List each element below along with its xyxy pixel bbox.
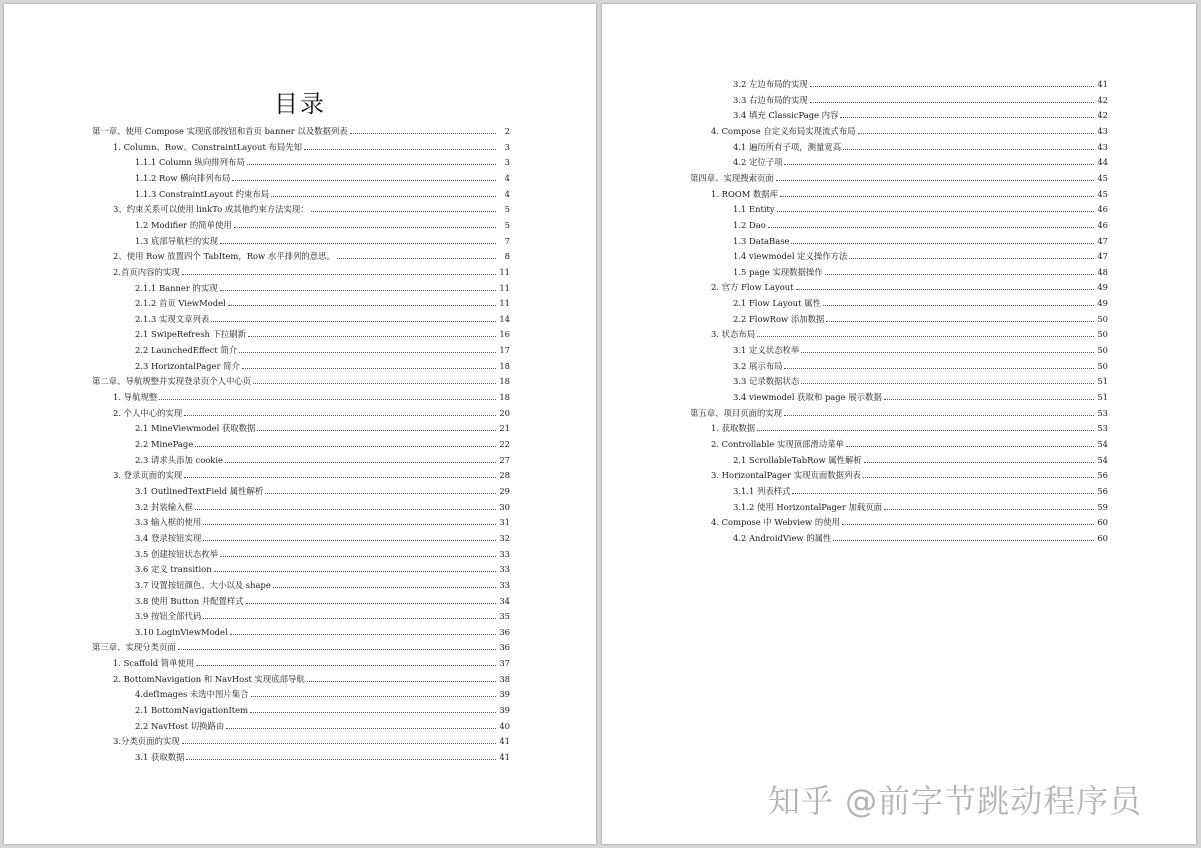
toc-entry[interactable] [135,685,510,699]
toc-entry-label: 3. 状态布局 [711,329,756,340]
toc-entry[interactable] [135,169,510,183]
dot-leader [846,446,1094,447]
toc-entry[interactable] [135,607,510,621]
toc-entry[interactable] [113,247,510,261]
toc-entry[interactable] [733,310,1108,324]
toc-entry-page-number: 4 [504,188,510,199]
toc-entry-label: 3.8 使用 Button 并配置样式 [135,595,244,606]
toc-entry-page-number: 45 [1097,188,1108,199]
dot-leader [232,180,496,181]
toc-entry[interactable] [135,529,510,543]
toc-entry[interactable] [113,654,510,668]
toc-entry[interactable] [135,216,510,230]
toc-entry-label: 4. Compose 自定义布局实现流式布局 [711,125,856,136]
toc-entry-label: 1.1.1 Column 纵向排列布局 [135,157,245,168]
toc-entry[interactable] [135,513,510,527]
toc-entry-label: 第五章、项目页面的实现 [690,407,783,418]
dot-leader [248,336,496,337]
dot-leader [195,509,496,510]
dot-leader [228,305,496,306]
toc-entry-page-number: 21 [499,423,510,434]
toc-entry-page-number: 59 [1097,501,1108,512]
toc-entry-page-number: 22 [499,439,510,449]
toc-entry-label: 1. Column、Row、ConstraintLayout 布局先知 [113,141,302,152]
dot-leader [203,618,496,619]
toc-entry-page-number: 50 [1097,329,1108,340]
toc-entry[interactable] [733,75,1108,89]
toc-entry-label: 1.1.2 Row 横向排列布局 [135,172,231,183]
toc-entry-page-number: 18 [499,392,510,403]
toc-entry-label: 3.2 左边布局的实现 [733,79,808,89]
toc-entry-page-number: 34 [499,595,510,606]
toc-entry-page-number: 28 [499,470,510,481]
toc-entry-label: 2.1 SwipeRefresh 下拉刷新 [135,329,247,340]
toc-entry-page-number: 30 [499,501,510,512]
toc-entry[interactable] [711,325,1108,339]
toc-entry[interactable] [135,294,510,308]
dot-leader [220,556,496,557]
toc-entry-page-number: 33 [499,564,510,575]
toc-entry-label: 3. HorizontalPager 实现页面数据列表 [711,470,861,481]
toc-entry-label: 2. Controllable 实现顶部滑动菜单 [711,438,844,449]
toc-entry-page-number: 5 [504,219,510,230]
toc-entry[interactable] [733,341,1108,355]
toc-entry-page-number: 50 [1097,345,1108,356]
dot-leader [776,180,1094,181]
toc-entry-label: 2.1 BottomNavigationItem [135,705,249,716]
toc-entry-page-number: 56 [1097,485,1108,496]
toc-entry-label: 4. Compose 中 Webview 的使用 [711,517,840,528]
toc-entry[interactable] [733,482,1108,496]
toc-entry-page-number: 56 [1097,470,1108,481]
dot-leader [863,477,1094,478]
dot-leader [757,336,1094,337]
toc-entry-label: 2.首页内容的实现 [113,266,180,277]
toc-entry-page-number: 33 [499,579,510,590]
dot-leader [195,446,496,447]
dot-leader [257,430,496,431]
dot-leader [791,243,1094,244]
toc-entry-page-number: 36 [499,626,510,637]
toc-entry-label: 2.1 MineViewmodel 获取数据 [135,423,256,434]
toc-entry[interactable] [92,122,510,136]
toc-entry-label: 2.2 LaunchedEffect 简介 [135,345,238,356]
toc-entry-page-number: 47 [1097,235,1108,246]
toc-entry-page-number: 60 [1097,532,1108,543]
toc-entry[interactable] [711,122,1108,136]
toc-entry-page-number: 49 [1097,282,1108,293]
toc-entry-label: 3.1.2 使用 HorizontalPager 加载页面 [733,501,883,512]
toc-entry-page-number: 39 [499,689,510,700]
toc-entry-page-number: 53 [1097,423,1108,434]
toc-entry-page-number: 33 [499,548,510,559]
dot-leader [159,399,496,400]
dot-leader [801,383,1094,384]
toc-entry[interactable] [135,748,510,762]
dot-leader [784,415,1094,416]
toc-entry[interactable] [135,435,510,449]
toc-entry[interactable] [733,357,1108,371]
dot-leader [184,477,496,478]
dot-leader [825,274,1094,275]
toc-entry-label: 3.1 OutlinedTextField 属性解析 [135,485,264,496]
dot-leader [196,665,496,666]
dot-leader [220,290,496,291]
dot-leader [178,649,496,650]
toc-entry-label: 1.2 Modifier 的简单使用 [135,219,232,230]
toc-entry-page-number: 46 [1097,204,1108,215]
toc-entry-label: 3.7 设置按钮颜色、大小以及 shape [135,579,271,590]
toc-entry-label: 3.分类页面的实现 [113,736,180,747]
toc-entry[interactable] [135,560,510,574]
toc-entry-label: 3.6 定义 transition [135,564,212,575]
toc-entry[interactable] [113,263,510,277]
dot-leader [246,603,496,604]
toc-entry-page-number: 42 [1097,94,1108,105]
toc-entry-page-number: 46 [1097,219,1108,230]
toc-entry[interactable] [733,232,1108,246]
toc-entry-label: 3.3 记录数据状态 [733,376,800,387]
toc-entry[interactable] [135,498,510,512]
toc-entry-page-number: 60 [1097,517,1108,528]
toc-entry-label: 2.1 Flow Layout 属性 [733,298,821,309]
toc-entry[interactable] [113,388,510,402]
toc-entry-page-number: 44 [1097,157,1108,168]
toc-entry-label: 3.3 输入框的使用 [135,517,202,528]
toc-entry-page-number: 45 [1097,172,1108,183]
dot-leader [234,227,496,228]
toc-entry[interactable] [135,153,510,167]
toc-entry-page-number: 18 [499,376,510,387]
toc-entry[interactable] [733,91,1108,105]
toc-entry[interactable] [733,200,1108,214]
dot-leader [833,540,1094,541]
toc-entry-page-number: 54 [1097,438,1108,449]
toc-entry[interactable] [135,701,510,715]
toc-entry[interactable] [733,247,1108,261]
dot-leader [792,493,1094,494]
toc-entry[interactable] [135,592,510,606]
toc-entry-page-number: 16 [499,329,510,340]
toc-entry-label: 3、约束关系可以使用 linkTo 或其他约束方法实现： [113,204,309,215]
toc-entry-page-number: 41 [1097,79,1108,89]
dot-leader [780,196,1094,197]
toc-entry-label: 1.3 底部导航栏的实现 [135,235,218,246]
toc-entry-page-number: 36 [499,642,510,653]
toc-entry[interactable] [135,451,510,465]
dot-leader [801,352,1094,353]
toc-entry-page-number: 47 [1097,251,1108,262]
toc-entry-page-number: 41 [499,752,510,762]
dot-leader [226,728,496,729]
toc-entry-label: 3.1 定义状态枚举 [733,345,800,356]
toc-entry-page-number: 50 [1097,313,1108,324]
toc-entry[interactable] [113,138,510,152]
toc-entry[interactable] [711,419,1108,433]
toc-entry-label: 3.4 填充 ClassicPage 内容 [733,110,839,121]
dot-leader [777,211,1094,212]
toc-entry-label: 3. 登录页面的实现 [113,470,183,481]
toc-entry-page-number: 41 [499,736,510,747]
toc-entry[interactable] [135,576,510,590]
dot-leader [842,524,1094,525]
toc-entry-page-number: 20 [499,407,510,418]
toc-entry[interactable] [711,513,1108,527]
toc-entry[interactable] [113,404,510,418]
toc-entry-label: 2.1.2 首页 ViewModel [135,298,226,309]
toc-entry-page-number: 8 [504,251,510,262]
dot-leader [225,462,496,463]
dot-leader [242,368,496,369]
toc-entry-label: 3.1 获取数据 [135,752,185,762]
toc-entry[interactable] [135,482,510,496]
toc-entry[interactable] [135,341,510,355]
toc-entry-page-number: 27 [499,454,510,465]
document-page-left [4,4,596,844]
toc-entry-label: 3.5 创建按钮状态枚举 [135,548,218,559]
dot-leader [884,509,1094,510]
toc-entry-label: 4.1 遍历所有子项，测量宽高 [733,141,842,152]
toc-entry[interactable] [113,732,510,746]
toc-entry[interactable] [135,325,510,339]
toc-entry-page-number: 51 [1097,392,1108,402]
toc-entry-page-number: 2 [504,126,510,136]
toc-entry[interactable] [135,717,510,731]
dot-leader [849,258,1094,259]
dot-leader [826,321,1094,322]
toc-entry-label: 第四章、实现搜索页面 [690,172,774,183]
toc-entry[interactable] [733,138,1108,152]
dot-leader [182,743,496,744]
toc-entry-label: 1.5 page 实现数据操作 [733,266,823,277]
toc-entry[interactable] [733,294,1108,308]
dot-leader [840,117,1094,118]
toc-entry[interactable] [733,529,1108,543]
toc-entry-page-number: 48 [1097,266,1108,277]
toc-entry-page-number: 50 [1097,360,1108,371]
toc-entry[interactable] [733,451,1108,465]
toc-entry-page-number: 31 [499,517,510,528]
toc-entry[interactable] [733,216,1108,230]
toc-entry[interactable] [711,435,1108,449]
toc-entry[interactable] [92,638,510,652]
dot-leader [311,211,496,212]
toc-entry-page-number: 3 [504,157,510,168]
dot-leader [858,133,1095,134]
toc-entry-label: 1.3 DataBase [733,235,790,246]
toc-entry[interactable] [711,278,1108,292]
toc-entry-label: 3.4 viewmodel 获取和 page 展示数据 [733,392,882,402]
toc-entry[interactable] [113,200,510,214]
toc-entry-label: 4.2 AndroidView 的属性 [733,532,832,543]
dot-leader [768,227,1094,228]
dot-leader [186,759,496,760]
toc-entry[interactable] [711,185,1108,199]
dot-leader [271,196,496,197]
toc-entry-label: 2、使用 Row 放置四个 TabItem，Row 水平排列的意思。 [113,251,335,262]
toc-entry-label: 3.2 展示布局 [733,360,783,371]
toc-entry-label: 2.3 HorizontalPager 简介 [135,360,240,371]
toc-entry-label: 1. ROOM 数据库 [711,188,779,199]
toc-entry-label: 4.defImages 未选中图片集合 [135,689,249,700]
toc-entry-label: 1.1 Entity [733,204,775,215]
toc-entry-label: 2.2 NavHost 切换路由 [135,720,225,731]
toc-entry-label: 2. 官方 Flow Layout [711,282,794,293]
toc-entry-label: 2. BottomNavigation 和 NavHost 实现底部导航 [113,673,305,684]
toc-entry-label: 第三章、实现分类页面 [92,642,176,653]
toc-entry-page-number: 38 [499,673,510,684]
toc-entry-label: 1.4 viewmodel 定义操作方法 [733,251,848,262]
dot-leader [182,274,496,275]
dot-leader [823,305,1094,306]
toc-entry-page-number: 32 [499,532,510,543]
dot-leader [203,540,496,541]
toc-entry-label: 3.10 LoginViewModel [135,626,228,637]
dot-leader [203,524,496,525]
dot-leader [220,243,496,244]
toc-entry-label: 3.2 封装输入框 [135,501,193,512]
toc-entry[interactable] [733,388,1108,402]
toc-entry-label: 2.3 请求头添加 cookie [135,454,224,465]
dot-leader [273,587,496,588]
toc-entry-label: 3.9 按钮全部代码 [135,611,202,622]
toc-entry-label: 2. 个人中心的实现 [113,407,183,418]
toc-entry[interactable] [135,623,510,637]
toc-entry-page-number: 43 [1097,141,1108,152]
toc-entry-page-number: 7 [504,235,510,246]
toc-entry-label: 1.2 Dao [733,219,766,230]
toc-entry[interactable] [92,372,510,386]
toc-entry-label: 3.4 登录按钮实现 [135,532,202,543]
dot-leader [864,462,1094,463]
toc-entry-page-number: 14 [499,313,510,324]
dot-leader [230,634,496,635]
watermark-text: 知乎 @前字节跳动程序员 [768,782,1143,820]
toc-entry-page-number: 40 [499,720,510,731]
dot-leader [810,102,1094,103]
toc-entry-label: 2.2 MinePage [135,439,194,449]
toc-entry-page-number: 49 [1097,298,1108,309]
dot-leader [265,493,496,494]
toc-entry[interactable] [135,232,510,246]
toc-entry-label: 2.1.3 实现文章列表 [135,313,210,324]
toc-entry[interactable] [113,670,510,684]
dot-leader [757,430,1094,431]
dot-leader [784,368,1094,369]
dot-leader [810,86,1094,87]
dot-leader [247,164,496,165]
toc-entry-page-number: 5 [504,204,510,215]
toc-entry[interactable] [690,169,1108,183]
dot-leader [796,289,1094,290]
toc-entry-label: 3.1.1 列表样式 [733,485,791,496]
dot-leader [253,383,496,384]
toc-entry-page-number: 17 [499,345,510,356]
toc-entry[interactable] [113,466,510,480]
toc-entry-label: 第二章、导航规整并实现登录页个人中心页 [92,376,252,387]
toc-entry-page-number: 18 [499,360,510,371]
dot-leader [251,696,496,697]
toc-entry-page-number: 54 [1097,454,1108,465]
dot-leader [350,133,496,134]
toc-entry-label: 第一章、使用 Compose 实现底部按钮和首页 banner 以及数据列表 [92,126,348,136]
toc-entry-label: 1. 获取数据 [711,423,756,434]
dot-leader [184,415,496,416]
dot-leader [250,712,496,713]
toc-entry[interactable] [135,310,510,324]
toc-entry-label: 2.1.1 Banner 的实现 [135,282,218,293]
dot-leader [843,149,1094,150]
toc-entry-page-number: 11 [499,266,510,277]
toc-entry-page-number: 51 [1097,376,1108,387]
toc-entry-label: 1.1.3 ConstraintLayout 约束布局 [135,188,270,199]
toc-entry-page-number: 43 [1097,125,1108,136]
toc-entry[interactable] [135,419,510,433]
document-page-right [602,4,1196,844]
toc-entry-page-number: 35 [499,611,510,622]
dot-leader [884,399,1094,400]
toc-entry-label: 2.1 ScrollableTabRow 属性解析 [733,454,862,465]
toc-entry-page-number: 11 [499,282,510,293]
toc-entry[interactable] [135,185,510,199]
toc-entry-label: 3.3 右边布局的实现 [733,94,808,105]
toc-entry[interactable] [733,263,1108,277]
toc-entry-page-number: 11 [499,298,510,309]
toc-entry-page-number: 37 [499,658,510,669]
toc-entry[interactable] [135,357,510,371]
toc-title: 目录 [274,90,326,118]
toc-entry-page-number: 3 [504,141,510,152]
toc-entry[interactable] [135,545,510,559]
dot-leader [784,164,1094,165]
toc-entry-label: 1. 导航规整 [113,392,158,403]
toc-entry[interactable] [733,153,1108,167]
toc-entry-page-number: 39 [499,705,510,716]
toc-entry[interactable] [733,498,1108,512]
toc-entry[interactable] [733,106,1108,120]
dot-leader [239,352,496,353]
toc-entry-page-number: 4 [504,172,510,183]
dot-leader [211,321,496,322]
toc-entry-page-number: 42 [1097,110,1108,121]
dot-leader [307,681,496,682]
toc-entry[interactable] [733,372,1108,386]
dot-leader [304,149,496,150]
toc-entry[interactable] [711,466,1108,480]
toc-entry-page-number: 29 [499,485,510,496]
dot-leader [214,571,496,572]
toc-entry[interactable] [135,279,510,293]
toc-entry[interactable] [690,404,1108,418]
toc-entry-label: 1. Scaffold 简单使用 [113,658,195,669]
toc-entry-label: 2.2 FlowRow 添加数据 [733,313,825,324]
toc-entry-page-number: 53 [1097,407,1108,418]
dot-leader [337,258,496,259]
toc-entry-label: 4.2 定位子项 [733,157,783,168]
